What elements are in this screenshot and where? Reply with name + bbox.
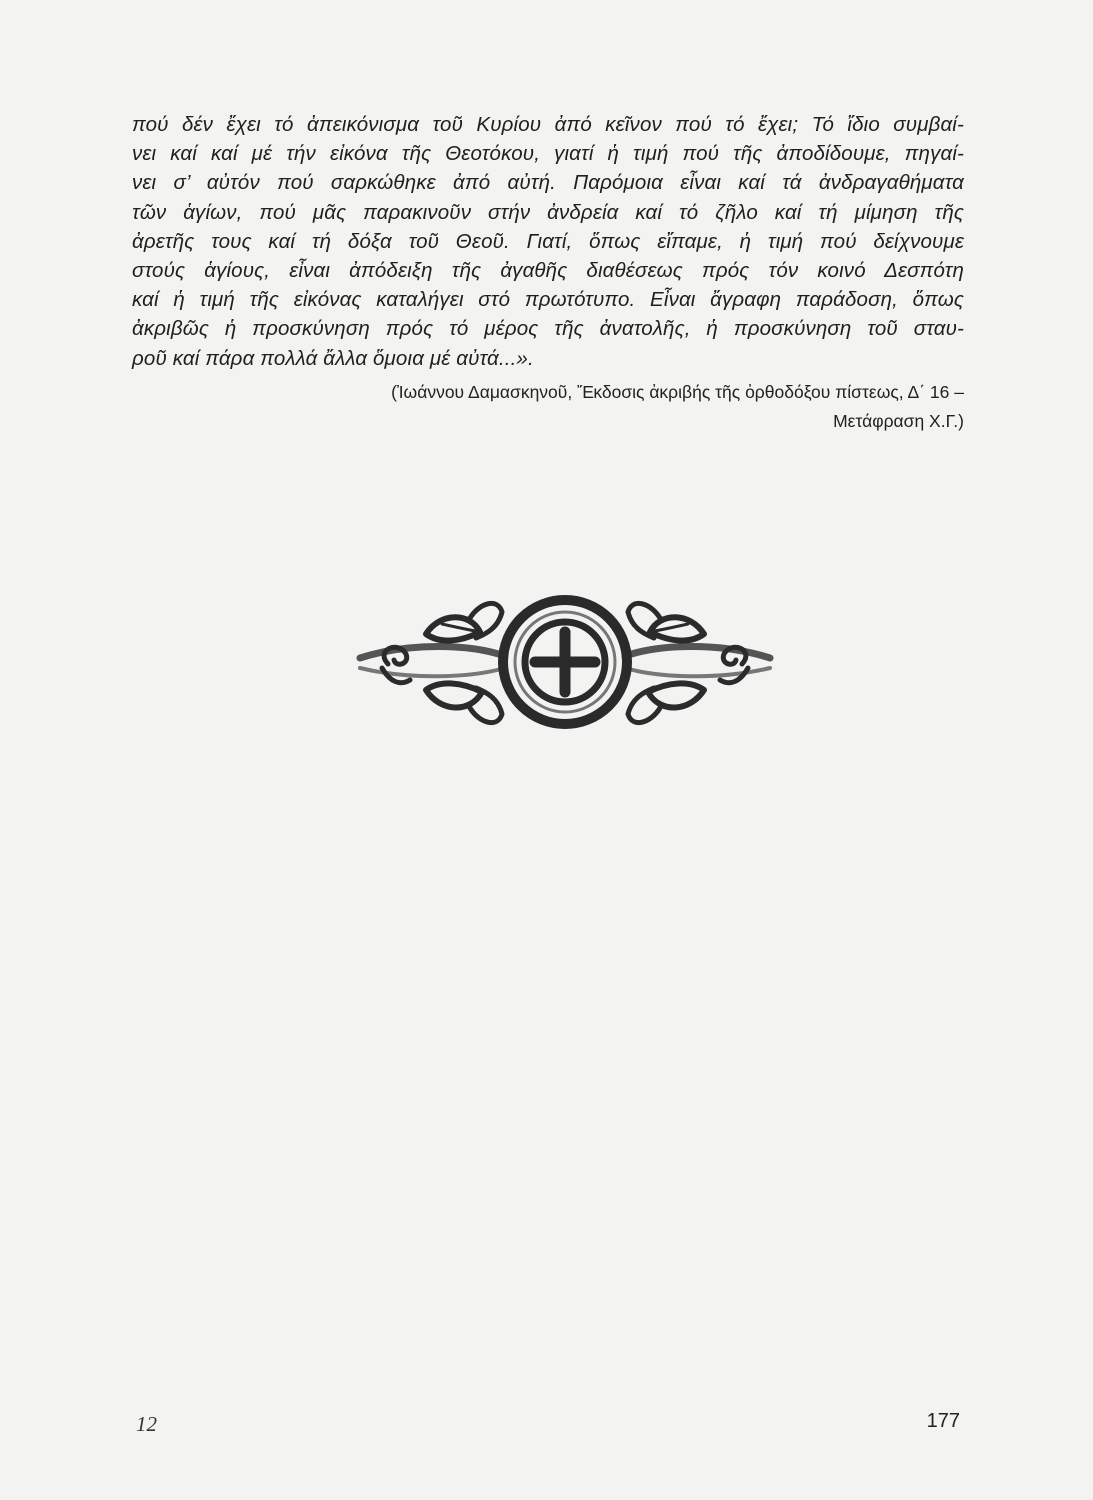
source-citation bbox=[132, 378, 964, 436]
text-line: ἀκριβῶς ἡ προσκύνηση πρός τό μέρος τῆς ἀνατολῆς, ἡ προσκύνηση τοῦ σταυ- bbox=[132, 317, 964, 341]
text-line: τῶν ἁγίων, πού μᾶς παρακινοῦν στήν ἀνδρεία καί τό ζῆλο καί τή μίμηση τῆς bbox=[132, 200, 964, 224]
text-line: νει καί καί μέ τήν εἰκόνα τῆς Θεοτόκου, γιατί ἡ τιμή πού τῆς ἀποδίδουμε, πηγαί- bbox=[132, 142, 964, 166]
cross-medallion-ornament-icon bbox=[330, 572, 800, 752]
text-line: καί ἡ τιμή τῆς εἰκόνας καταλήγει στό πρωτότυπο. Εἶναι ἄγραφη παράδοση, ὅπως bbox=[132, 288, 964, 312]
citation-line: Μετάφραση Χ.Γ.) bbox=[833, 411, 964, 431]
text-line: ροῦ καί πάρα πολλά ἄλλα ὅμοια μέ αὐτά...». bbox=[132, 346, 534, 370]
text-line: στούς ἁγίους, εἶναι ἀπόδειξη τῆς ἀγαθῆς διαθέσεως πρός τόν κοινό Δεσπότη bbox=[132, 259, 964, 283]
text-line: ἀρετῆς τους καί τή δόξα τοῦ Θεοῦ. Γιατί, ὅπως εἴπαμε, ἡ τιμή πού δείχνουμε bbox=[132, 229, 964, 253]
signature-mark: 12 bbox=[136, 1412, 157, 1436]
text-line: νει σ’ αὐτόν πού σαρκώθηκε ἀπό αὐτή. Παρόμοια εἶναι καί τά ἀνδραγαθήματα bbox=[132, 171, 964, 195]
page-number: 177 bbox=[926, 1410, 960, 1432]
citation-line: (Ἰωάννου Δαμασκηνοῦ, Ἔκδοσις ἀκριβής τῆς ὀρθοδόξου πίστεως, Δ΄ 16 – bbox=[391, 382, 964, 402]
text-line: πού δέν ἔχει τό ἀπεικόνισμα τοῦ Κυρίου ἀπό κεῖνον πού τό ἔχει; Τό ἴδιο συμβαί- bbox=[132, 113, 964, 136]
quotation-paragraph bbox=[132, 110, 964, 373]
